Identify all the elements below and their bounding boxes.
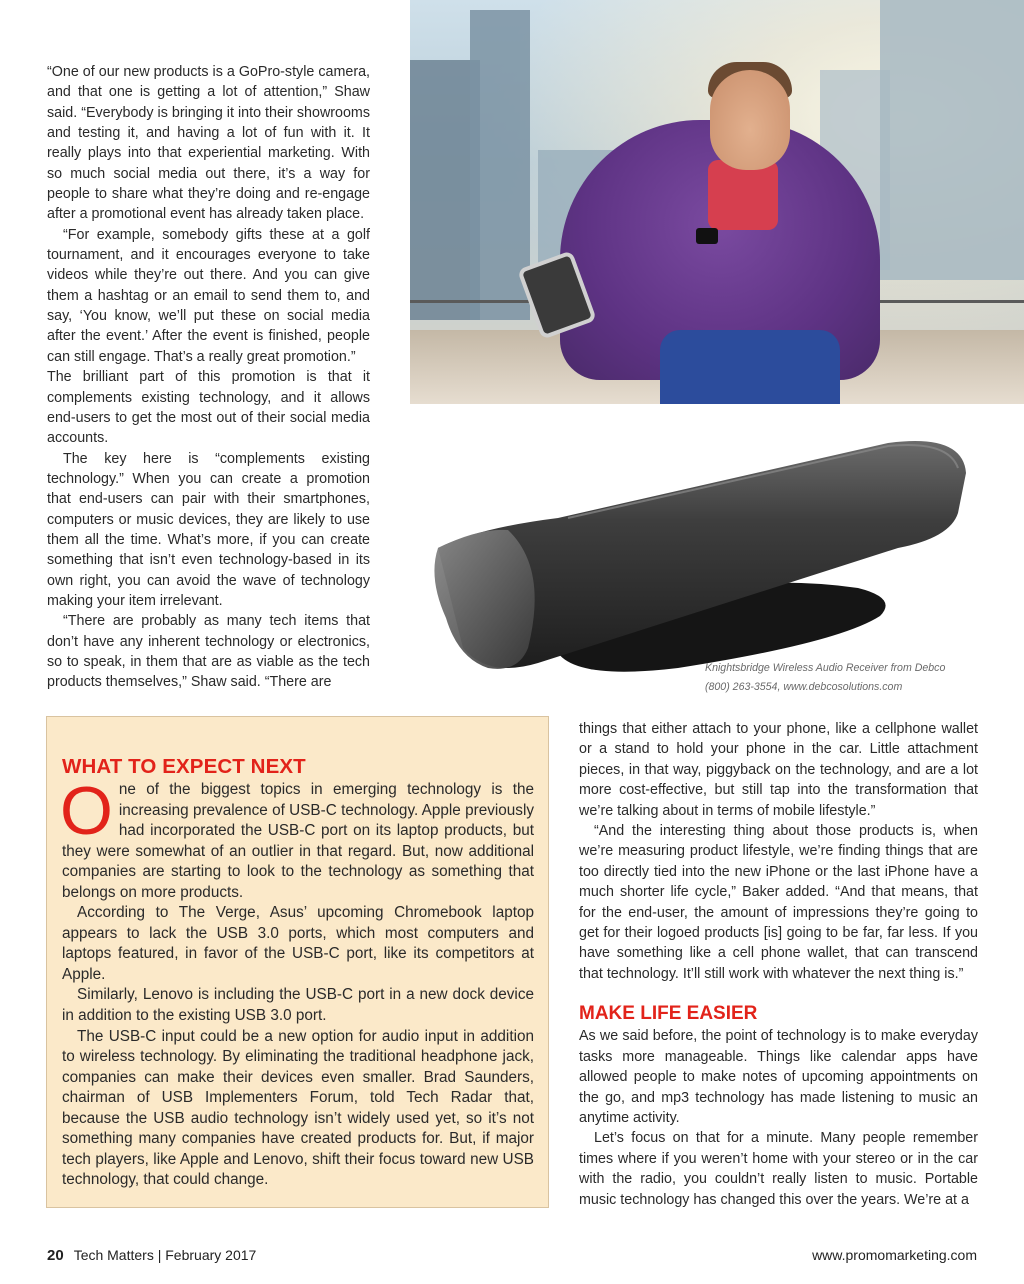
page-number: 20 xyxy=(47,1247,64,1264)
right-paragraph-1: things that either attach to your phone, like a cellphone wallet or a stand to hold your phone in the car. Little attachment pieces, in that way, piggyback on the technology, and are a lot more cost-effective, but still tap into the transformation that we’re talking about in terms of mobile lifestyle.” xyxy=(579,721,978,819)
sidebar-paragraph-1-text: ne of the biggest topics in emerging technology is the increasing prevalence of USB-C technology. Apple previously had incorporated the USB-C port on its laptop products, but they were somewhat of an outlier in that regard. But, now additional companies are starting to look to the technology as something that belongs on more products. xyxy=(62,781,534,901)
runner-photo xyxy=(410,0,1024,404)
footer-left xyxy=(47,1247,256,1264)
right-paragraph-4: Let’s focus on that for a minute. Many people remember times where if you weren’t home with your stereo or in the car with the radio, you couldn’t really listen to music. Portable music technology has changed this over the years. We’re at a xyxy=(579,1130,978,1208)
sidebar-paragraph-4: The USB-C input could be a new option for audio input in addition to wireless technology. By eliminating the traditional headphone jack, companies can make their devices even smaller. Brad Saunders, chairman of USB Implementers Forum, told Tech Radar that, because the USB audio technology isn’t widely used yet, so it’s not something many companies have created products for. But, if major tech players, like Apple and Lenovo, shift their focus toward new USB technology, that could change. xyxy=(62,1027,534,1189)
caption-line-2: (800) 263-3554, www.debcosolutions.com xyxy=(705,680,903,693)
left-paragraph-5: “There are probably as many tech items that don’t have any inherent technology or electronics, so to speak, in them that are as viable as the tech products themselves,” Shaw said. “There are xyxy=(47,613,370,691)
right-paragraph-3: As we said before, the point of technology is to make everyday tasks more manageable. Things like calendar apps have allowed people to make notes of upcoming appointments on the go, and mp3 technology has made listening to music an anytime activity. xyxy=(579,1028,978,1126)
footer-website: www.promomarketing.com xyxy=(812,1247,977,1263)
sidebar-paragraph-1 xyxy=(60,773,534,903)
left-paragraph-3: The brilliant part of this promotion is that it complements existing technology, and it allows end-users to get the most out of their social media accounts. xyxy=(47,369,370,447)
sidebar-paragraph-2: According to The Verge, Asus’ upcoming Chromebook laptop appears to lack the USB 3.0 ports, which most computers and laptops featured, in favor of the USB-C port, like its competitors at Apple. xyxy=(62,904,534,983)
sidebar-paragraph-3: Similarly, Lenovo is including the USB-C port in a new dock device in addition to the existing USB 3.0 port. xyxy=(62,986,534,1025)
caption-line-1: Knightsbridge Wireless Audio Receiver from Debco xyxy=(705,662,946,674)
right-paragraph-2: “And the interesting thing about those products is, when we’re measuring product lifestyle, we’re finding things that are too directly tied into the new iPhone or the last iPhone have a much shorter life cycle,” Baker added. “And that means, that for the end-user, the amount of impressions they’re going to get for their logoed products [is] going to be far, far less. If you have something like a cell phone wallet, that can transcend that technology. It’ll still work with whatever the next thing is.” xyxy=(579,823,978,982)
left-paragraph-4: The key here is “complements existing technology.” When you can create a promotion that end-users can pair with their smartphones, computers or music devices, they are likely to use them all the time. What’s more, if you can create something that isn’t even technology-based in its own right, you can avoid the wave of technology making your item irrelevant. xyxy=(47,450,370,609)
section-heading: MAKE LIFE EASIER xyxy=(579,1003,758,1025)
left-paragraph-2: “For example, somebody gifts these at a golf tournament, and it encourages everyone to take videos while they’re out there. And you can give them a hashtag or an email to send them to, and say, ‘You know, we’ll put these on social media after the event.’ After the event is finished, people can still engage. That’s a really great promotion.” xyxy=(47,226,370,365)
left-paragraph-1: “One of our new products is a GoPro-style camera, and that one is getting a lot of attention,” Shaw said. “Everybody is bringing it into their showrooms and testing it, and having a lot of fun with it. It really plays into that experiential marketing. With so much social media out there, it’s a way for people to share what they’re doing and re-engage after a promotional event has already taken place. xyxy=(47,64,370,223)
footer-section: Tech Matters | February 2017 xyxy=(73,1247,257,1263)
audio-receiver-clip xyxy=(696,228,718,244)
product-image xyxy=(418,418,978,688)
drop-cap: O xyxy=(60,773,113,849)
right-column xyxy=(579,719,978,1210)
sidebar-box xyxy=(46,716,549,1208)
sidebar-heading: WHAT TO EXPECT NEXT xyxy=(62,755,306,778)
left-column xyxy=(47,62,370,693)
image-caption xyxy=(705,659,975,696)
